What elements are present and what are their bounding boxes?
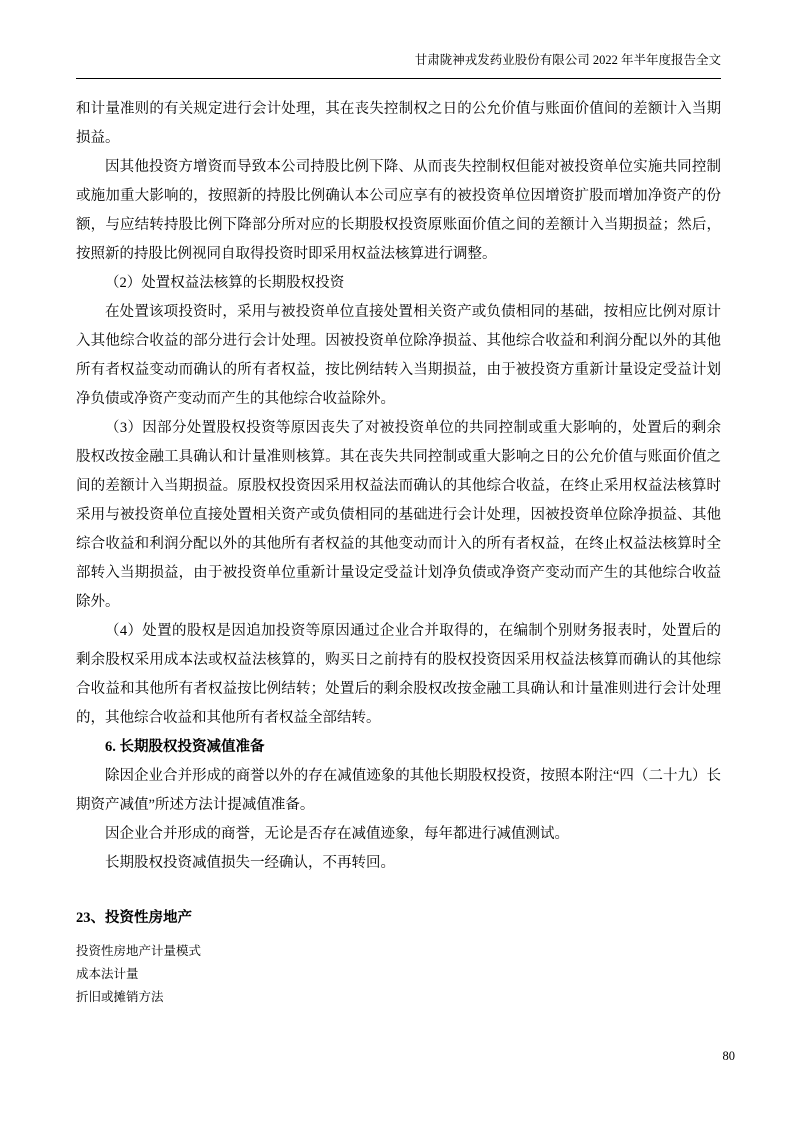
subsection-heading-6: 6. 长期股权投资减值准备 (105, 739, 265, 755)
paragraph-continuation: 和计量准则的有关规定进行会计处理，其在丧失控制权之日的公允价值与账面价值间的差额计入当期损益。 (76, 101, 721, 146)
paragraph: （3）因部分处置股权投资等原因丧失了对被投资单位的共同控制或重大影响的，处置后的剩余股权改按金融工具确认和计量准则核算。其在丧失共同控制或重大影响之日的公允价值与账面价值之间的差额计入当期损益。原股权投资因采用权益法而确认的其他综合收益，在终止采用权益法核算时采用与被投资单位直接处置相关资产或负债相同的基础进行会计处理，因被投资单位除净损益、其他综合收益和利润分配以外的其他所有者权益的其他变动而计入的所有者权益，在终止权益法核算时全部转入当期损益，由于被投资单位重新计量设定受益计划净负债或净资产变动而产生的其他综合收益除外。 (76, 420, 721, 610)
paragraph: 在处置该项投资时，采用与被投资单位直接处置相关资产或负债相同的基础，按相应比例对原计入其他综合收益的部分进行会计处理。因被投资单位除净损益、其他综合收益和利润分配以外的其他所有者权益变动而确认的所有者权益，按比例结转入当期损益，由于被投资方重新计量设定受益计划净负债或净资产变动而产生的其他综合收益除外。 (76, 304, 721, 407)
meta-line-measurement-model: 投资性房地产计量模式 (76, 944, 202, 958)
meta-lines (76, 940, 721, 1009)
paragraph: 因企业合并形成的商誉，无论是否存在减值迹象，每年都进行减值测试。 (105, 826, 569, 842)
paragraph: 长期股权投资减值损失一经确认，不再转回。 (105, 855, 395, 871)
section-heading-23: 23、投资性房地产 (76, 910, 192, 926)
meta-line-depreciation-method: 折旧或摊销方法 (76, 990, 164, 1004)
page-number: 80 (722, 1049, 735, 1063)
subsection-heading-2: （2）处置权益法核算的长期股权投资 (105, 275, 345, 291)
meta-line-cost-method: 成本法计量 (76, 967, 139, 981)
paragraph: 因其他投资方增资而导致本公司持股比例下降、从而丧失控制权但能对被投资单位实施共同控制或施加重大影响的，按照新的持股比例确认本公司应享有的被投资单位因增资扩股而增加净资产的份额，与应结转持股比例下降部分所对应的长期股权投资原账面价值之间的差额计入当期损益；然后，按照新的持股比例视同自取得投资时即采用权益法核算进行调整。 (76, 159, 721, 262)
page-header (76, 52, 721, 79)
paragraph: 除因企业合并形成的商誉以外的存在减值迹象的其他长期股权投资，按照本附注“四（二十九）长期资产减值”所述方法计提减值准备。 (76, 768, 721, 813)
paragraph: （4）处置的股权是因追加投资等原因通过企业合并取得的，在编制个别财务报表时，处置后的剩余股权采用成本法或权益法核算的，购买日之前持有的股权投资因采用权益法核算而确认的其他综合收益和其他所有者权益按比例结转；处置后的剩余股权改按金融工具确认和计量准则进行会计处理的，其他综合收益和其他所有者权益全部结转。 (76, 623, 721, 726)
report-title: 甘肃陇神戎发药业股份有限公司 2022 年半年度报告全文 (414, 53, 721, 67)
document-body (76, 79, 721, 878)
